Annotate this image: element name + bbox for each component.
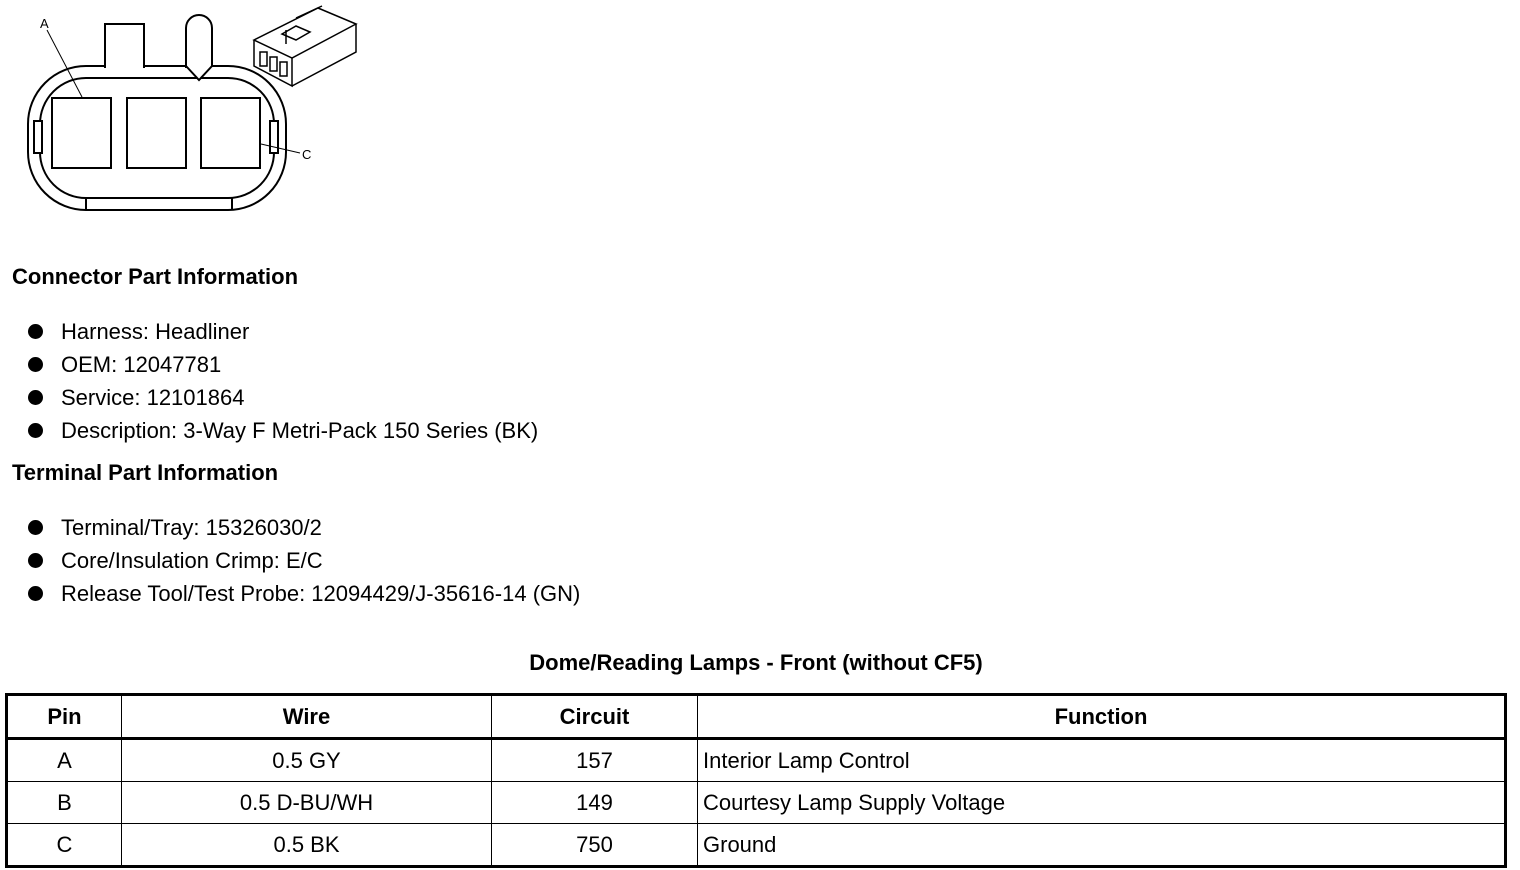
table-header-row [7, 695, 1506, 739]
table-title: Dome/Reading Lamps - Front (without CF5) [529, 650, 983, 675]
list-item [28, 348, 538, 381]
bullet-icon [28, 586, 43, 601]
list-item [28, 315, 538, 348]
column-header-function: Function [698, 695, 1506, 739]
table-row [7, 782, 1506, 824]
bullet-icon [28, 390, 43, 405]
connector-info-heading: Connector Part Information [12, 264, 299, 289]
list-item [28, 577, 580, 610]
connector-diagram [0, 0, 380, 230]
terminal-info-tray: Terminal/Tray: 15326030/2 [61, 514, 322, 540]
connector-info-service: Service: 12101864 [61, 384, 245, 410]
cell-pin: C [7, 824, 122, 867]
connector-info-harness: Harness: Headliner [61, 318, 250, 344]
left-notch [34, 121, 42, 153]
top-latch-rounded [186, 15, 212, 80]
terminal-info-heading: Terminal Part Information [12, 460, 279, 485]
cell-wire: 0.5 BK [122, 824, 492, 867]
top-key-square [105, 24, 144, 68]
column-header-wire: Wire [122, 695, 492, 739]
connector-info-list [28, 315, 538, 447]
list-item [28, 511, 580, 544]
terminal-cavity-c [201, 98, 260, 168]
terminal-info-crimp: Core/Insulation Crimp: E/C [61, 547, 323, 573]
terminal-cavity-a [52, 98, 111, 168]
pin-function-table [5, 693, 1507, 868]
connector-isometric-icon [254, 6, 356, 86]
cell-pin: B [7, 782, 122, 824]
cell-circuit: 157 [492, 739, 698, 782]
connector-housing-outer [28, 66, 286, 210]
cell-function: Courtesy Lamp Supply Voltage [698, 782, 1506, 824]
right-notch [270, 121, 278, 153]
table-row [7, 824, 1506, 867]
list-item [28, 381, 538, 414]
cell-function: Ground [698, 824, 1506, 867]
leader-line-a [47, 30, 82, 97]
pin-label-a: A [40, 16, 49, 31]
connector-info-oem: OEM: 12047781 [61, 351, 222, 377]
terminal-info-list [28, 511, 580, 610]
connector-housing-inner [40, 78, 274, 198]
bullet-icon [28, 423, 43, 438]
column-header-circuit: Circuit [492, 695, 698, 739]
table-row [7, 739, 1506, 782]
bullet-icon [28, 520, 43, 535]
cell-function: Interior Lamp Control [698, 739, 1506, 782]
list-item [28, 544, 580, 577]
pin-label-c: C [302, 147, 312, 162]
bullet-icon [28, 357, 43, 372]
terminal-cavity-b [127, 98, 186, 168]
terminal-info-release-tool: Release Tool/Test Probe: 12094429/J-35616-14 (GN) [61, 580, 581, 606]
cell-wire: 0.5 D-BU/WH [122, 782, 492, 824]
column-header-pin: Pin [7, 695, 122, 739]
connector-info-description: Description: 3-Way F Metri-Pack 150 Series (BK) [61, 417, 539, 443]
cell-wire: 0.5 GY [122, 739, 492, 782]
cell-pin: A [7, 739, 122, 782]
list-item [28, 414, 538, 447]
cell-circuit: 149 [492, 782, 698, 824]
leader-line-c [261, 144, 300, 153]
cell-circuit: 750 [492, 824, 698, 867]
bullet-icon [28, 324, 43, 339]
bullet-icon [28, 553, 43, 568]
